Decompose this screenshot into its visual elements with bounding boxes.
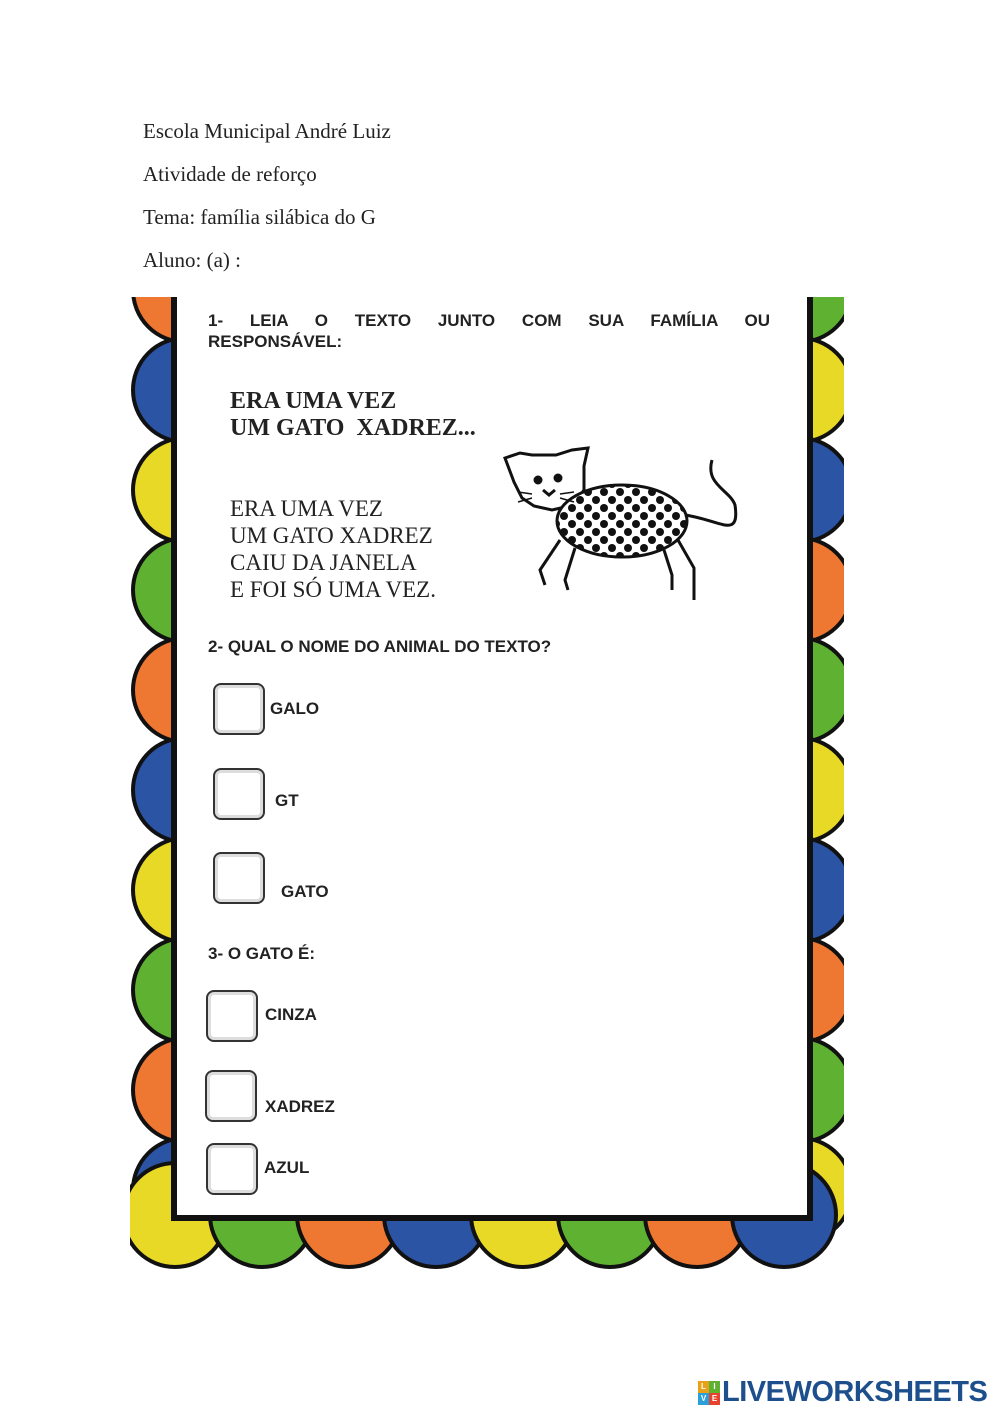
option-xadrez: XADREZ [265, 1097, 335, 1116]
student-line: Aluno: (a) : [143, 248, 241, 272]
question-3: 3- O GATO É: [208, 944, 316, 963]
activity-title: Atividade de reforço [143, 162, 317, 186]
theme-line: Tema: família silábica do G [143, 205, 376, 229]
poem-line1: ERA UMA VEZ [230, 496, 383, 521]
liveworksheets-wordmark: LIVEWORKSHEETS [722, 1376, 988, 1408]
answer-checkbox-xadrez[interactable] [205, 1070, 257, 1122]
logo-letter-e: E [709, 1393, 720, 1405]
liveworksheets-icon [698, 1381, 720, 1405]
question-1-line2: RESPONSÁVEL: [208, 332, 343, 351]
option-gato: GATO [281, 882, 329, 901]
answer-checkbox-cinza[interactable] [206, 990, 258, 1042]
answer-checkbox-gato[interactable] [213, 852, 265, 904]
option-gt: GT [275, 791, 299, 810]
poem-line4: E FOI SÓ UMA VEZ. [230, 577, 436, 602]
answer-checkbox-azul[interactable] [206, 1143, 258, 1195]
question-2: 2- QUAL O NOME DO ANIMAL DO TEXTO? [208, 637, 552, 656]
liveworksheets-logo[interactable] [698, 1376, 987, 1409]
poem-line3: CAIU DA JANELA [230, 550, 417, 575]
option-galo: GALO [270, 699, 320, 718]
option-cinza: CINZA [265, 1005, 317, 1024]
logo-letter-l: L [698, 1381, 709, 1393]
question-1-line1: 1- LEIA O TEXTO JUNTO COM SUA FAMÍLIA OU [208, 311, 770, 330]
logo-letter-i: I [709, 1381, 720, 1393]
answer-checkbox-gt[interactable] [213, 768, 265, 820]
logo-letter-v: V [698, 1393, 709, 1405]
poem-title-line2: UM GATO XADREZ... [230, 415, 476, 441]
answer-checkbox-galo[interactable] [213, 683, 265, 735]
school-name: Escola Municipal André Luiz [143, 119, 391, 143]
poem-line2: UM GATO XADREZ [230, 523, 433, 548]
poem-title-line1: ERA UMA VEZ [230, 388, 397, 414]
option-azul: AZUL [264, 1158, 310, 1177]
